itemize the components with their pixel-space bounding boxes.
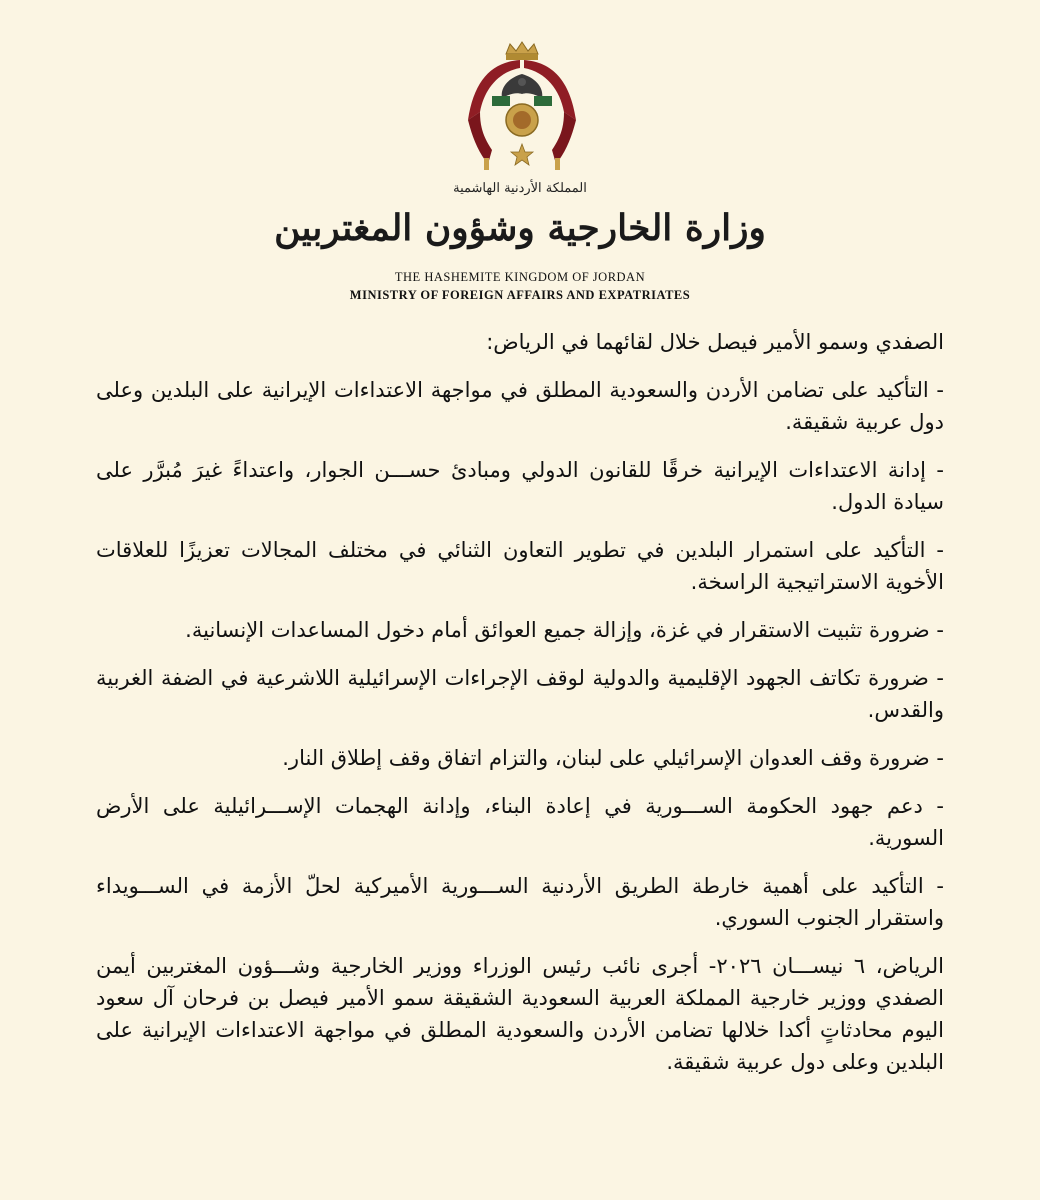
- statement-point: - ضرورة تكاتف الجهود الإقليمية والدولية لوقف الإجراءات الإسرائيلية اللاشرعية في الضفة الغربية والقدس.: [96, 666, 944, 722]
- statement-point: - التأكيد على تضامن الأردن والسعودية المطلق في مواجهة الاعتداءات الإيرانية على البلدين وعلى دول عربية شقيقة.: [96, 378, 944, 434]
- kingdom-name-arabic: المملكة الأردنية الهاشمية: [453, 181, 587, 196]
- statement-point: - ضرورة وقف العدوان الإسرائيلي على لبنان، والتزام اتفاق وقف إطلاق النار.: [282, 746, 944, 770]
- statement-point: - التأكيد على استمرار البلدين في تطوير التعاون الثنائي في مختلف المجالات تعزيزًا للعلاقات الأخوية الاستراتيجية الراسخة.: [96, 538, 944, 594]
- statement-point: - التأكيد على أهمية خارطة الطريق الأردنية الســـورية الأميركية لحلّ الأزمة في الســـويداء واستقرار الجنوب السوري.: [96, 874, 944, 930]
- statement-point: - دعم جهود الحكومة الســـورية في إعادة البناء، وإدانة الهجمات الإســـرائيلية على الأرض السورية.: [96, 794, 944, 850]
- statement-point: - ضرورة تثبيت الاستقرار في غزة، وإزالة جميع العوائق أمام دخول المساعدات الإنسانية.: [185, 618, 944, 642]
- ministry-name-arabic: وزارة الخارجية وشؤون المغتربين: [274, 207, 766, 249]
- ministry-name-english: MINISTRY OF FOREIGN AFFAIRS AND EXPATRIATES: [349, 288, 691, 302]
- statement-body: [96, 326, 944, 1094]
- statement-point: - إدانة الاعتداءات الإيرانية خرقًا للقانون الدولي ومبادئ حســـن الجوار، واعتداءً غيرَ مُبرَّر على سيادة الدول.: [96, 458, 944, 514]
- jordan-coat-of-arms-icon: [462, 40, 582, 180]
- letterhead: [0, 0, 1040, 315]
- statement-intro: الصفدي وسمو الأمير فيصل خلال لقائهما في الرياض:: [486, 330, 944, 354]
- statement-closing: الرياض، ٦ نيســـان ٢٠٢٦- أجرى نائب رئيس الوزراء ووزير الخارجية وشـــؤون المغتربين أيمن الصفدي ووزير خارجية المملكة العربية السعودية الشقيقة سمو الأمير فيصل بن فرحان آل سعود اليوم محادثاتٍ أكدا خلالها تضامن الأردن والسعودية المطلق في مواجهة الاعتداءات الإيرانية على البلدين وعلى دول عربية شقيقة.: [96, 954, 945, 1074]
- kingdom-name-english: THE HASHEMITE KINGDOM OF JORDAN: [394, 270, 646, 284]
